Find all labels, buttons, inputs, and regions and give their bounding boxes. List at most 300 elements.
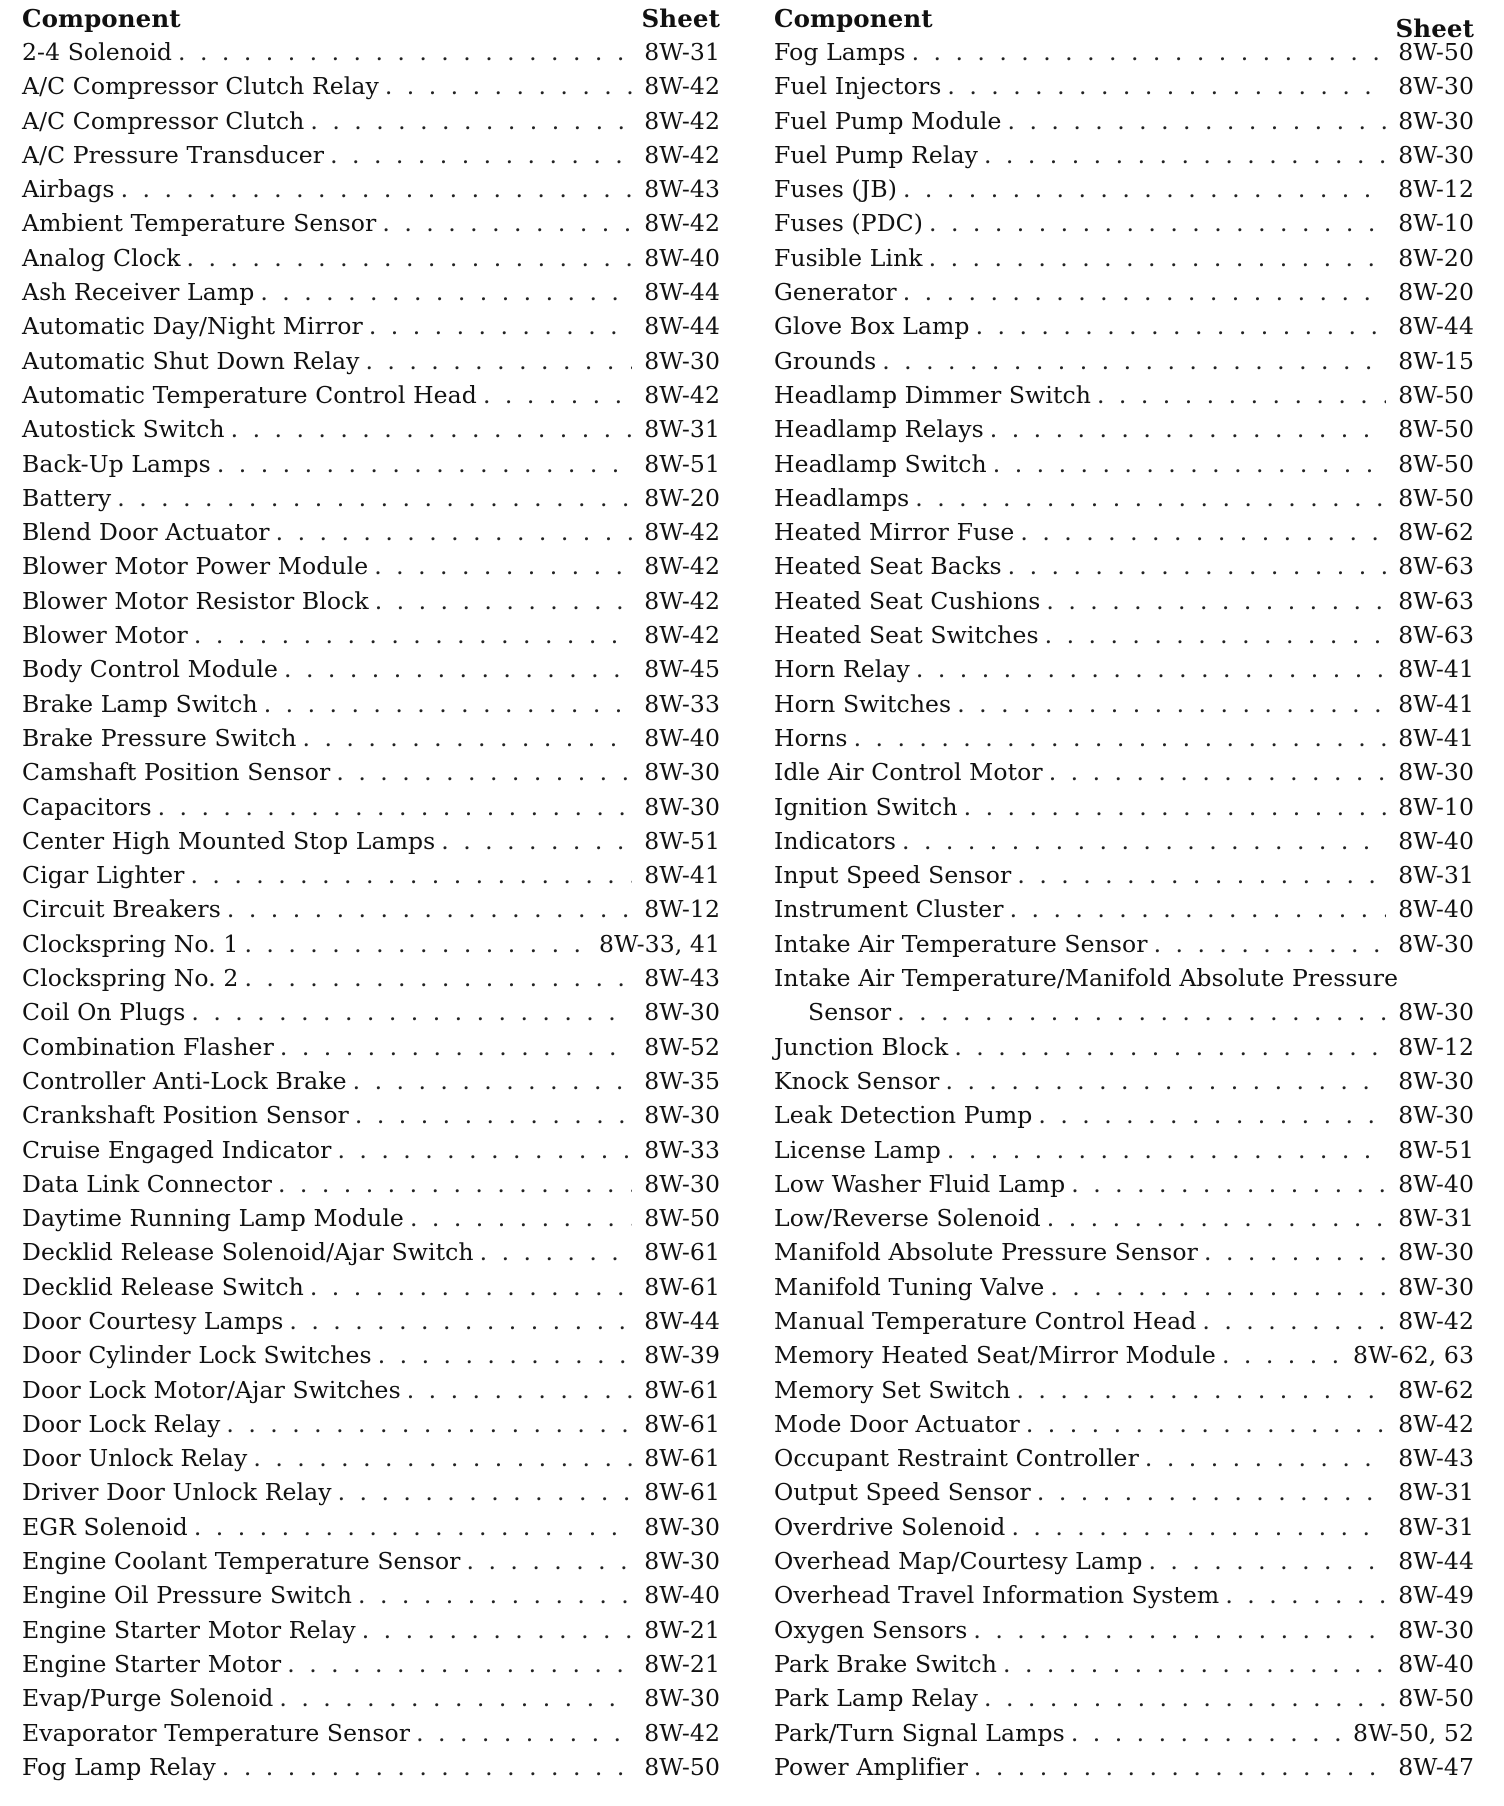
sheet-number: 8W-30	[644, 758, 720, 787]
dot-leader	[1050, 1273, 1386, 1301]
dot-leader	[1047, 1204, 1386, 1232]
component-name: Horns	[774, 723, 848, 752]
sheet-number: 8W-10	[1398, 209, 1474, 238]
component-name: Coil On Plugs	[22, 998, 186, 1027]
right-component-list	[774, 38, 1474, 1787]
list-item	[774, 621, 1474, 655]
list-item	[22, 1719, 720, 1753]
list-item	[22, 1581, 720, 1615]
list-item	[22, 38, 720, 72]
dot-leader	[467, 1547, 632, 1575]
sheet-number: 8W-42	[1398, 1409, 1474, 1438]
sheet-number: 8W-33	[644, 1135, 720, 1164]
dot-leader	[915, 484, 1386, 512]
dot-leader	[385, 72, 632, 100]
component-name: Low/Reverse Solenoid	[774, 1204, 1041, 1233]
dot-leader	[946, 1067, 1387, 1095]
sheet-number: 8W-40	[1398, 1169, 1474, 1198]
component-name: Idle Air Control Motor	[774, 758, 1043, 787]
dot-leader	[1222, 1341, 1347, 1369]
dot-leader	[284, 655, 632, 683]
dot-leader	[374, 552, 632, 580]
component-name: Headlamp Relays	[774, 415, 984, 444]
list-item	[22, 1204, 720, 1238]
component-name: Crankshaft Position Sensor	[22, 1101, 349, 1130]
dot-leader	[217, 450, 632, 478]
component-name: Door Courtesy Lamps	[22, 1306, 284, 1335]
dot-leader	[854, 724, 1386, 752]
dot-leader	[121, 175, 632, 203]
component-name: Park Brake Switch	[774, 1649, 998, 1678]
sheet-number: 8W-43	[644, 175, 720, 204]
dot-leader	[897, 998, 1386, 1026]
component-name: Battery	[22, 483, 112, 512]
list-item	[22, 861, 720, 895]
dot-leader	[1049, 758, 1386, 786]
sheet-number: 8W-44	[644, 312, 720, 341]
dot-leader	[902, 827, 1386, 855]
component-name: Oxygen Sensors	[774, 1615, 968, 1644]
component-name: Door Lock Motor/Ajar Switches	[22, 1375, 401, 1404]
right-column	[774, 4, 1474, 1787]
sheet-number: 8W-30	[644, 346, 720, 375]
dot-leader	[362, 1616, 632, 1644]
sheet-number: 8W-61	[644, 1238, 720, 1267]
list-item	[774, 930, 1474, 964]
sheet-number: 8W-61	[644, 1375, 720, 1404]
component-name: Door Lock Relay	[22, 1409, 221, 1438]
dot-leader	[916, 655, 1386, 683]
sheet-number: 8W-30	[1398, 140, 1474, 169]
dot-leader	[1145, 1444, 1386, 1472]
component-name: Junction Block	[774, 1032, 949, 1061]
dot-leader	[378, 1341, 632, 1369]
sheet-number: 8W-12	[1398, 1032, 1474, 1061]
component-name: Blend Door Actuator	[22, 518, 270, 547]
sheet-number: 8W-63	[1398, 552, 1474, 581]
list-item	[22, 758, 720, 792]
dot-leader	[187, 244, 632, 272]
sheet-number: 8W-30	[644, 1169, 720, 1198]
sheet-number: 8W-62, 63	[1353, 1341, 1474, 1370]
sheet-number: 8W-50, 52	[1353, 1718, 1474, 1747]
component-name: Engine Oil Pressure Switch	[22, 1581, 353, 1610]
list-item	[22, 895, 720, 929]
component-name: Circuit Breakers	[22, 895, 221, 924]
component-name: Headlamp Switch	[774, 449, 987, 478]
component-name: Sensor	[808, 998, 892, 1027]
component-heading: Component	[774, 4, 933, 33]
component-name: Glove Box Lamp	[774, 312, 970, 341]
list-item	[22, 1136, 720, 1170]
dot-leader	[416, 1719, 632, 1747]
list-item	[22, 518, 720, 552]
sheet-number: 8W-43	[644, 964, 720, 993]
component-name: Fog Lamp Relay	[22, 1752, 216, 1781]
component-name: Headlamp Dimmer Switch	[774, 380, 1091, 409]
left-column	[22, 4, 720, 1787]
sheet-number: 8W-50	[1398, 483, 1474, 512]
sheet-number: 8W-61	[644, 1272, 720, 1301]
component-name: Heated Seat Cushions	[774, 586, 1041, 615]
dot-leader	[330, 141, 632, 169]
sheet-number: 8W-30	[644, 998, 720, 1027]
list-item	[22, 621, 720, 655]
component-name: Fog Lamps	[774, 38, 906, 66]
dot-leader	[1037, 1478, 1386, 1506]
dot-leader	[358, 1581, 632, 1609]
dot-leader	[375, 587, 632, 615]
sheet-number: 8W-20	[644, 483, 720, 512]
component-name: Overdrive Solenoid	[774, 1512, 1006, 1541]
list-item	[774, 1238, 1474, 1272]
list-item	[774, 278, 1474, 312]
component-name: Brake Lamp Switch	[22, 689, 258, 718]
component-name: Camshaft Position Sensor	[22, 758, 331, 787]
component-name: A/C Pressure Transducer	[22, 140, 325, 169]
list-item	[774, 415, 1474, 449]
sheet-number: 8W-52	[644, 1032, 720, 1061]
component-name: Fuel Pump Module	[774, 106, 1002, 135]
component-name: Automatic Temperature Control Head	[22, 380, 477, 409]
dot-leader	[1071, 1719, 1347, 1747]
list-item	[774, 690, 1474, 724]
sheet-number: 8W-30	[1398, 1101, 1474, 1130]
list-item	[774, 381, 1474, 415]
list-item	[774, 450, 1474, 484]
list-item	[774, 1136, 1474, 1170]
component-name: Intake Air Temperature Sensor	[774, 929, 1148, 958]
list-item	[774, 1410, 1474, 1444]
dot-leader	[244, 930, 593, 958]
list-item	[774, 1273, 1474, 1307]
component-name: Horn Relay	[774, 655, 910, 684]
sheet-number: 8W-30	[1398, 1272, 1474, 1301]
component-name: Autostick Switch	[22, 415, 225, 444]
dot-leader	[1017, 861, 1386, 889]
sheet-number: 8W-44	[644, 278, 720, 307]
sheet-number: 8W-12	[644, 895, 720, 924]
dot-leader	[289, 1307, 632, 1335]
list-item	[774, 1581, 1474, 1615]
sheet-number: 8W-40	[1398, 895, 1474, 924]
component-name: Heated Mirror Fuse	[774, 518, 1015, 547]
sheet-number: 8W-30	[644, 1101, 720, 1130]
component-name: Driver Door Unlock Relay	[22, 1478, 332, 1507]
dot-leader	[912, 38, 1386, 66]
component-name: Clockspring No. 1	[22, 929, 239, 958]
dot-leader	[280, 1033, 632, 1061]
dot-leader	[903, 278, 1386, 306]
dot-leader	[976, 312, 1386, 340]
sheet-number: 8W-30	[1398, 1066, 1474, 1095]
list-item	[774, 1513, 1474, 1547]
dot-leader	[244, 964, 632, 992]
dot-leader	[984, 141, 1386, 169]
component-name: Blower Motor Power Module	[22, 552, 369, 581]
dot-leader	[279, 1684, 632, 1712]
list-item	[22, 827, 720, 861]
sheet-heading: Sheet	[641, 4, 720, 33]
dot-leader	[1148, 1547, 1386, 1575]
dot-leader	[1045, 621, 1386, 649]
component-name: Automatic Shut Down Relay	[22, 346, 360, 375]
component-name: Blower Motor	[22, 621, 188, 650]
list-item	[774, 1719, 1474, 1753]
right-column-header	[774, 4, 1474, 43]
component-name: Heated Seat Backs	[774, 552, 1002, 581]
list-item	[22, 964, 720, 998]
sheet-number: 8W-50	[1398, 38, 1474, 66]
list-item	[774, 72, 1474, 106]
list-item	[22, 175, 720, 209]
component-name: License Lamp	[774, 1135, 941, 1164]
dot-leader	[231, 415, 632, 443]
list-item	[774, 827, 1474, 861]
component-name: Park Lamp Relay	[774, 1684, 979, 1713]
component-name: Horn Switches	[774, 689, 952, 718]
component-name: Power Amplifier	[774, 1752, 968, 1781]
component-name: Intake Air Temperature/Manifold Absolute Pressure	[774, 964, 1399, 993]
sheet-number: 8W-63	[1398, 586, 1474, 615]
dot-leader	[964, 793, 1386, 821]
sheet-number: 8W-20	[1398, 278, 1474, 307]
dot-leader	[310, 1273, 632, 1301]
sheet-number: 8W-41	[1398, 689, 1474, 718]
list-item	[22, 1376, 720, 1410]
dot-leader	[287, 1650, 632, 1678]
dot-leader	[1046, 587, 1386, 615]
list-item	[774, 1204, 1474, 1238]
sheet-number: 8W-47	[1398, 1752, 1474, 1781]
dot-leader	[1020, 518, 1386, 546]
list-item	[774, 1341, 1474, 1375]
list-item	[774, 38, 1474, 72]
dot-leader	[957, 690, 1386, 718]
list-item	[774, 964, 1474, 998]
list-item	[22, 1410, 720, 1444]
dot-leader	[947, 1136, 1386, 1164]
sheet-number: 8W-61	[644, 1444, 720, 1473]
dot-leader	[882, 347, 1386, 375]
list-item	[774, 655, 1474, 689]
component-name: Back-Up Lamps	[22, 449, 211, 478]
component-name: Ash Receiver Lamp	[22, 278, 255, 307]
sheet-number: 8W-21	[644, 1615, 720, 1644]
list-item	[22, 381, 720, 415]
dot-leader	[974, 1753, 1386, 1781]
sheet-number: 8W-30	[644, 1684, 720, 1713]
sheet-number: 8W-44	[644, 1306, 720, 1335]
list-item	[22, 484, 720, 518]
left-column-header	[22, 4, 720, 36]
dot-leader	[117, 484, 632, 512]
dot-leader	[903, 175, 1386, 203]
sheet-number: 8W-45	[644, 655, 720, 684]
component-name: Engine Starter Motor Relay	[22, 1615, 356, 1644]
list-item	[22, 1307, 720, 1341]
component-name: Evap/Purge Solenoid	[22, 1684, 274, 1713]
dot-leader	[410, 1204, 632, 1232]
list-item	[774, 1307, 1474, 1341]
dot-leader	[1008, 552, 1386, 580]
dot-leader	[158, 793, 632, 821]
sheet-number: 8W-62	[1398, 1375, 1474, 1404]
list-item	[774, 552, 1474, 586]
component-name: Fuel Injectors	[774, 72, 942, 101]
dot-leader	[483, 381, 632, 409]
sheet-number: 8W-42	[644, 552, 720, 581]
list-item	[22, 690, 720, 724]
list-item	[774, 347, 1474, 381]
dot-leader	[407, 1376, 632, 1404]
component-name: Headlamps	[774, 483, 910, 512]
list-item	[774, 1478, 1474, 1512]
list-item	[774, 758, 1474, 792]
dot-leader	[1011, 1513, 1386, 1541]
dot-leader	[222, 1753, 632, 1781]
sheet-number: 8W-42	[644, 106, 720, 135]
component-name: A/C Compressor Clutch	[22, 106, 305, 135]
sheet-number: 8W-42	[644, 518, 720, 547]
list-item	[22, 209, 720, 243]
dot-leader	[382, 209, 632, 237]
list-item	[22, 415, 720, 449]
sheet-number: 8W-42	[644, 72, 720, 101]
sheet-number: 8W-33, 41	[599, 929, 720, 958]
component-name: Automatic Day/Night Mirror	[22, 312, 363, 341]
sheet-number: 8W-15	[1398, 346, 1474, 375]
dot-leader	[336, 758, 632, 786]
list-item	[22, 1444, 720, 1478]
list-item	[774, 484, 1474, 518]
dot-leader	[984, 1684, 1386, 1712]
component-name: Ignition Switch	[774, 792, 958, 821]
list-item	[774, 1101, 1474, 1135]
list-item	[22, 998, 720, 1032]
dot-leader	[1071, 1170, 1386, 1198]
component-name: Daytime Running Lamp Module	[22, 1204, 404, 1233]
dot-leader	[369, 312, 632, 340]
component-name: Capacitors	[22, 792, 152, 821]
component-name: Occupant Restraint Controller	[774, 1444, 1139, 1473]
component-name: Manifold Tuning Valve	[774, 1272, 1045, 1301]
list-item	[774, 1067, 1474, 1101]
dot-leader	[1204, 1238, 1386, 1266]
list-item	[22, 1513, 720, 1547]
dot-leader	[947, 72, 1386, 100]
sheet-number: 8W-44	[1398, 312, 1474, 341]
dot-leader	[1010, 895, 1386, 923]
dot-leader	[990, 415, 1386, 443]
sheet-number: 8W-10	[1398, 792, 1474, 821]
dot-leader	[194, 1513, 632, 1541]
component-name: Body Control Module	[22, 655, 278, 684]
component-name: Cruise Engaged Indicator	[22, 1135, 332, 1164]
list-item	[22, 312, 720, 346]
list-item	[774, 312, 1474, 346]
component-name: Brake Pressure Switch	[22, 723, 297, 752]
sheet-number: 8W-51	[644, 826, 720, 855]
sheet-number: 8W-30	[644, 792, 720, 821]
list-item	[774, 1444, 1474, 1478]
component-name: Manual Temperature Control Head	[774, 1306, 1197, 1335]
list-item	[22, 930, 720, 964]
dot-leader	[1003, 1650, 1386, 1678]
sheet-number: 8W-30	[1398, 758, 1474, 787]
component-name: Overhead Travel Information System	[774, 1581, 1220, 1610]
sheet-number: 8W-63	[1398, 621, 1474, 650]
sheet-number: 8W-61	[644, 1409, 720, 1438]
sheet-number: 8W-20	[1398, 243, 1474, 272]
sheet-number: 8W-40	[1398, 1649, 1474, 1678]
sheet-number: 8W-31	[1398, 1478, 1474, 1507]
sheet-number: 8W-33	[644, 689, 720, 718]
sheet-number: 8W-42	[644, 380, 720, 409]
sheet-number: 8W-31	[1398, 1512, 1474, 1541]
component-name: Combination Flasher	[22, 1032, 274, 1061]
dot-leader	[1154, 930, 1386, 958]
component-name: Fuses (PDC)	[774, 209, 924, 238]
sheet-number: 8W-42	[644, 209, 720, 238]
sheet-heading: Sheet	[1395, 14, 1474, 43]
component-name: Generator	[774, 278, 897, 307]
component-name: Door Cylinder Lock Switches	[22, 1341, 372, 1370]
dot-leader	[190, 861, 632, 889]
component-name: Knock Sensor	[774, 1066, 940, 1095]
component-name: A/C Compressor Clutch Relay	[22, 72, 379, 101]
dot-leader	[973, 1616, 1386, 1644]
dot-leader	[1026, 1410, 1386, 1438]
list-item	[774, 724, 1474, 758]
dot-leader	[1097, 381, 1386, 409]
sheet-number: 8W-62	[1398, 518, 1474, 547]
list-item	[22, 141, 720, 175]
component-name: Decklid Release Solenoid/Ajar Switch	[22, 1238, 474, 1267]
component-name: Grounds	[774, 346, 877, 375]
sheet-number: 8W-30	[1398, 72, 1474, 101]
component-name: Fusible Link	[774, 243, 923, 272]
list-item	[22, 552, 720, 586]
list-item	[22, 1684, 720, 1718]
list-item	[22, 1170, 720, 1204]
dot-leader	[1202, 1307, 1386, 1335]
dot-leader	[365, 347, 632, 375]
component-name: Input Speed Sensor	[774, 861, 1012, 890]
dot-leader	[954, 1033, 1386, 1061]
component-name: Instrument Cluster	[774, 895, 1004, 924]
dot-leader	[1008, 107, 1387, 135]
dot-leader	[441, 827, 632, 855]
component-name: Low Washer Fluid Lamp	[774, 1169, 1066, 1198]
list-item	[774, 1684, 1474, 1718]
sheet-number: 8W-40	[1398, 826, 1474, 855]
list-item	[774, 107, 1474, 141]
sheet-number: 8W-49	[1398, 1581, 1474, 1610]
sheet-number: 8W-40	[644, 1581, 720, 1610]
sheet-number: 8W-30	[1398, 106, 1474, 135]
component-name: Engine Starter Motor	[22, 1649, 282, 1678]
list-item	[22, 1650, 720, 1684]
list-item	[22, 1067, 720, 1101]
sheet-number: 8W-40	[644, 723, 720, 752]
sheet-number: 8W-30	[644, 1547, 720, 1576]
dot-leader	[278, 1170, 632, 1198]
sheet-number: 8W-30	[1398, 998, 1474, 1027]
sheet-number: 8W-42	[644, 140, 720, 169]
component-name: Overhead Map/Courtesy Lamp	[774, 1547, 1143, 1576]
component-name: Airbags	[22, 175, 115, 204]
